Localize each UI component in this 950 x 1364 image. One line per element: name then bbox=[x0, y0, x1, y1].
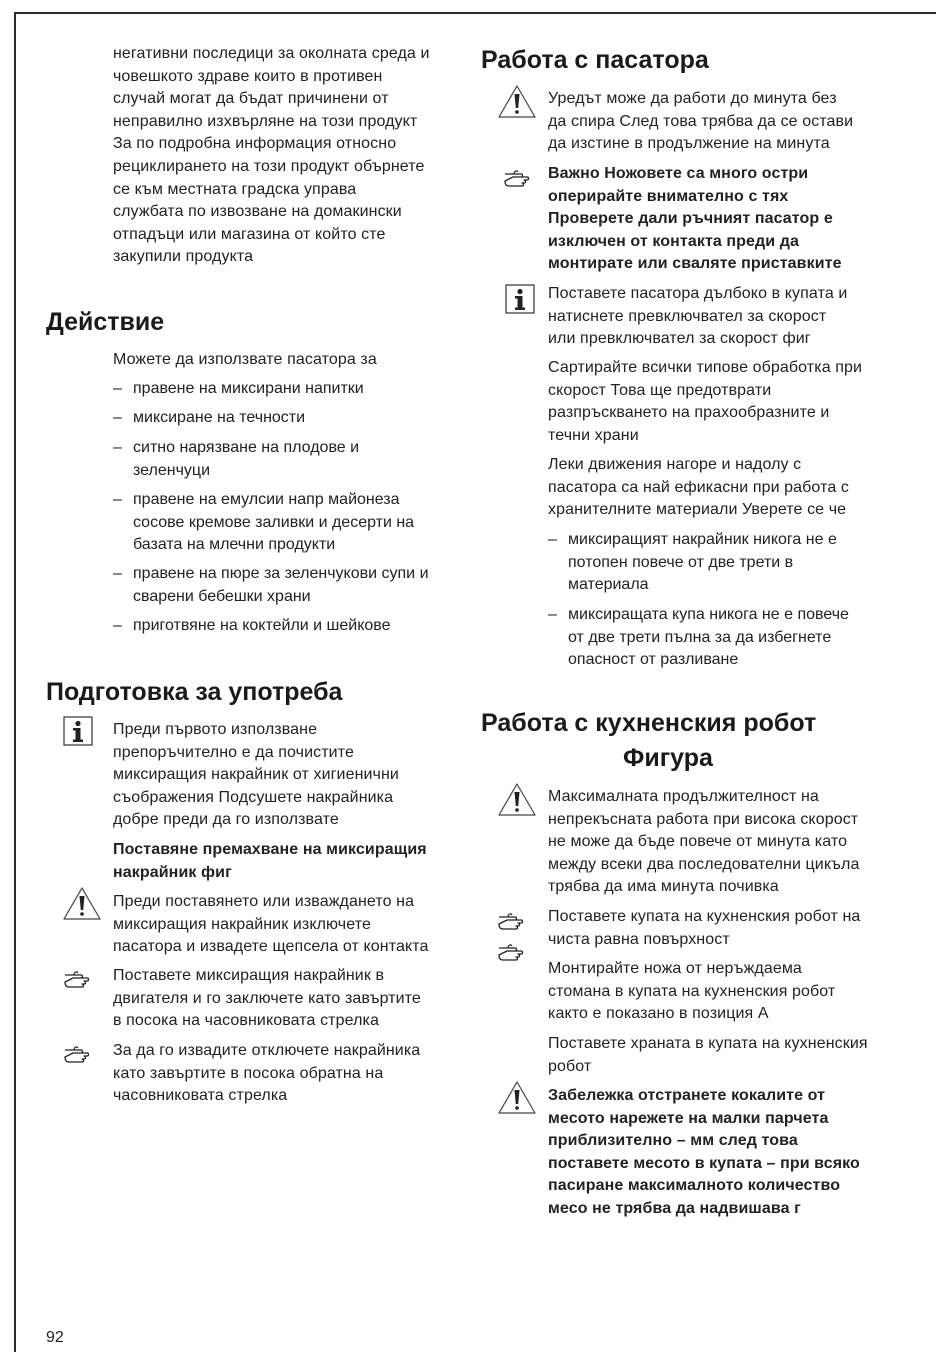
processor-step-text: Поставете купата на кухненския робот на чиста равна повърхност bbox=[548, 908, 861, 948]
prep-step-text: Поставете миксиращия накрайник в двигателя и го заключете като завъртите в посока на часовниковата стрелка bbox=[113, 967, 421, 1030]
processor-step-text: Монтирайте ножа от неръждаема стомана в купата на кухненския робот както е показано в позиция А bbox=[548, 960, 836, 1023]
blender-warning-text: Уредът може да работи до минута без да спира След това трябва да се остави да изстине в продължение на минута bbox=[548, 90, 854, 153]
section-heading-processor-figure: Фигура bbox=[623, 744, 713, 772]
pointing-hand-icon bbox=[63, 969, 95, 989]
prep-step-text: За да го извадите отключете накрайника като завъртите в посока обратна на часовниковата стрелка bbox=[113, 1042, 421, 1105]
section-heading-action: Действие bbox=[46, 308, 165, 336]
processor-warning-text: Максималната продължителност на непрекъсната работа при висока скорост не може да бъде повече от минута като между всеки два последователни цикъла трябва да има минута почивка bbox=[548, 788, 860, 896]
section-heading-processor: Работа с кухненския робот bbox=[481, 709, 817, 737]
warning-icon bbox=[497, 782, 537, 818]
warning-icon bbox=[62, 886, 102, 922]
intro-paragraph: негативни последици за околната среда и човешкото здраве които в противен случай могат да бъдат причинени от неправилно изхвърляне на този продукт За по подробна информация относно рециклирането на този продукт обърнете се към местната градска управа службата по извозване на домакински отпадъци или магазина от който сте закупили продукта bbox=[113, 45, 430, 266]
prep-warning-text: Преди поставянето или изваждането на миксиращия накрайник изключете пасатора и извадете щепсела от контакта bbox=[113, 893, 429, 956]
section-heading-blender: Работа с пасатора bbox=[481, 46, 709, 74]
pointing-hand-icon bbox=[497, 911, 529, 931]
prep-subheading: Поставяне премахване на миксиращия накрайник фиг bbox=[113, 841, 427, 881]
warning-icon bbox=[497, 84, 537, 120]
pointing-hand-icon bbox=[503, 168, 535, 188]
processor-note-text: Забележка отстранете кокалите от месото нарежете на малки парчета приблизително – мм след това поставете месото в купата – при всяко пасиране максималното количество месо не трябва да надвишава г bbox=[548, 1087, 860, 1217]
blender-info-text: Поставете пасатора дълбоко в купата и натиснете превключвател за скорост или превключвател за скорост фиг bbox=[548, 285, 848, 348]
prep-info-text: Преди първото използване препоръчително е да почистите миксиращия накрайник от хигиенични съображения Подсушете накрайника добре преди да го използвате bbox=[113, 721, 399, 829]
page-frame-top bbox=[14, 12, 936, 14]
blender-paragraph: Сартирайте всички типове обработка при скорост Това ще предотврати разпръскването на прахообразните и течни храни bbox=[548, 359, 863, 444]
blender-paragraph: Леки движения нагоре и надолу с пасатора са най ефикасни при работа с хранителните материали Уверете се че bbox=[548, 456, 849, 519]
processor-step-text: Поставете храната в купата на кухненския робот bbox=[548, 1035, 868, 1075]
info-icon bbox=[63, 716, 93, 746]
pointing-hand-icon bbox=[497, 942, 529, 962]
section-heading-prep: Подготовка за употреба bbox=[46, 678, 343, 706]
info-icon bbox=[505, 284, 535, 314]
action-intro: Можете да използвате пасатора за bbox=[113, 351, 377, 368]
pointing-hand-icon bbox=[63, 1044, 95, 1064]
page-number: 92 bbox=[46, 1329, 64, 1346]
page-frame-left bbox=[14, 12, 16, 1352]
warning-icon bbox=[497, 1080, 537, 1116]
blender-important-text: Важно Ножовете са много остри оперирайте внимателно с тях Проверете дали ръчният пасатор е изключен от контакта преди да монтирате или сваляте приставките bbox=[548, 165, 842, 273]
